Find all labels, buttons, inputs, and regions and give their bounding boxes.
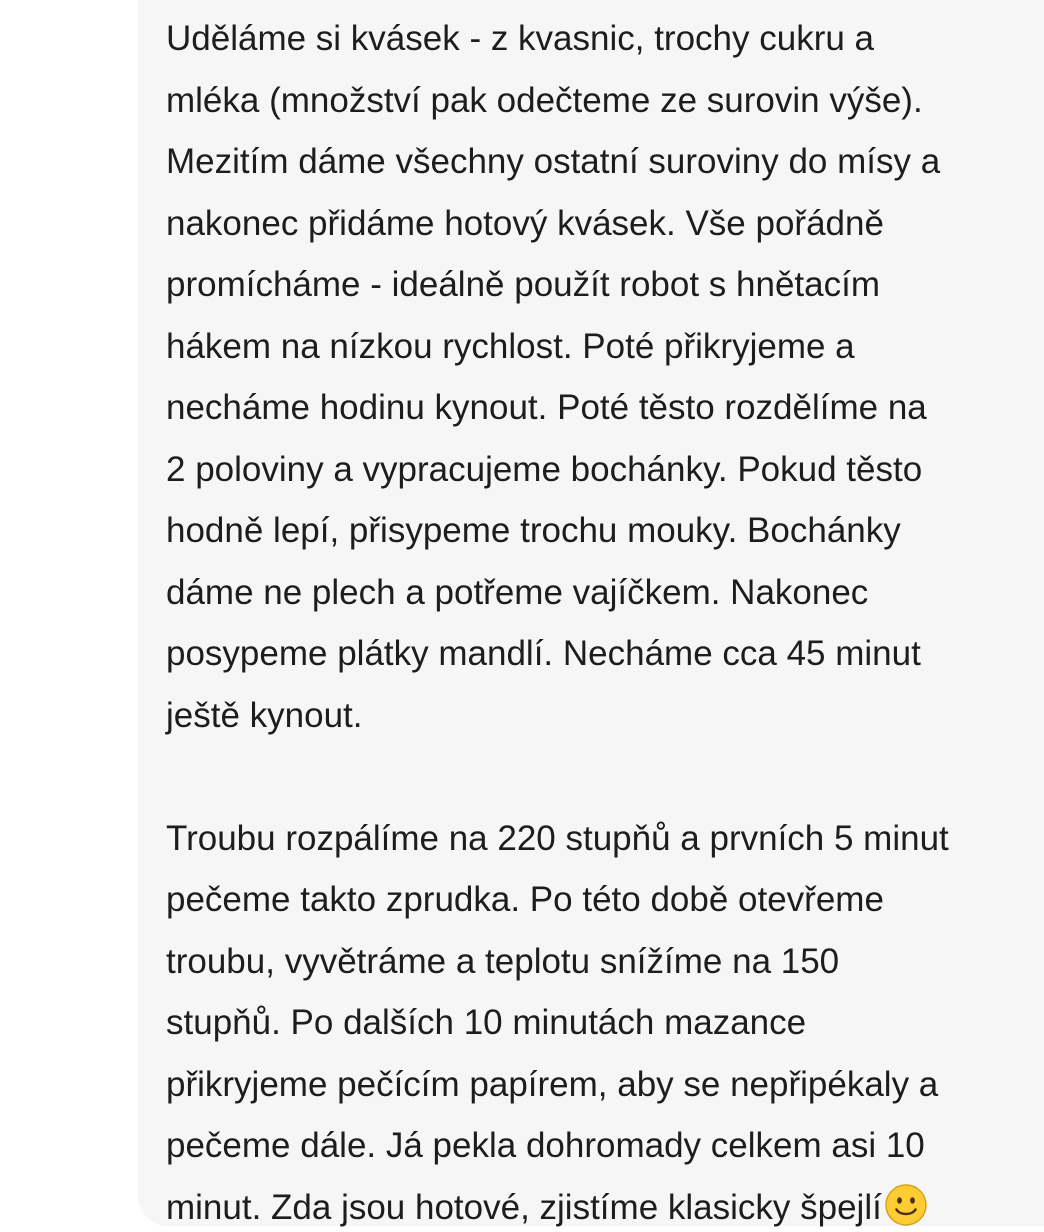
text-line: dáme ne plech a potřeme vajíčkem. Nakonec — [166, 572, 869, 612]
text-line: nakonec přidáme hotový kvásek. Vše pořádně — [166, 203, 884, 243]
text-line: Uděláme si kvásek - z kvasnic, trochy cukru a — [166, 19, 875, 58]
text-line: mléka (množství pak odečteme ze surovin výše). — [166, 80, 923, 120]
text-line: pečeme dále. Já pekla dohromady celkem asi 10 — [166, 1126, 925, 1165]
text-line: stupňů. Po dalších 10 minutách mazance — [166, 1003, 807, 1042]
message-paragraph-2 — [166, 808, 1044, 1232]
text-line: promícháme - ideálně použít robot s hnětacím — [166, 265, 880, 304]
text-line: Troubu rozpálíme na 220 stupňů a prvních 5 minut — [166, 818, 949, 858]
text-line: pečeme takto zprudka. Po této době otevřeme — [166, 880, 884, 919]
text-line: troubu, vyvětráme a teplotu snížíme na 150 — [166, 941, 840, 981]
last-text-line — [166, 1177, 1044, 1232]
text-line-content: minut. Zda jsou hotové, zjistíme klasicky špejlí — [166, 1187, 882, 1227]
slightly-smiling-face-icon — [884, 1183, 928, 1227]
message-text — [166, 8, 1044, 1232]
message-paragraph-1 — [166, 8, 1044, 746]
text-line: posypeme plátky mandlí. Necháme cca 45 minut — [166, 634, 921, 673]
text-line: hákem na nízkou rychlost. Poté přikryjeme a — [166, 326, 855, 366]
text-line: necháme hodinu kynout. Poté těsto rozdělíme na — [166, 388, 927, 427]
text-line: Mezitím dáme všechny ostatní suroviny do mísy a — [166, 142, 941, 181]
text-line: 2 poloviny a vypracujeme bochánky. Pokud těsto — [166, 449, 923, 489]
text-line: hodně lepí, přisypeme trochu mouky. Bochánky — [166, 511, 901, 550]
text-line: ještě kynout. — [166, 695, 363, 735]
text-line: přikryjeme pečícím papírem, aby se nepřipékaly a — [166, 1064, 939, 1104]
